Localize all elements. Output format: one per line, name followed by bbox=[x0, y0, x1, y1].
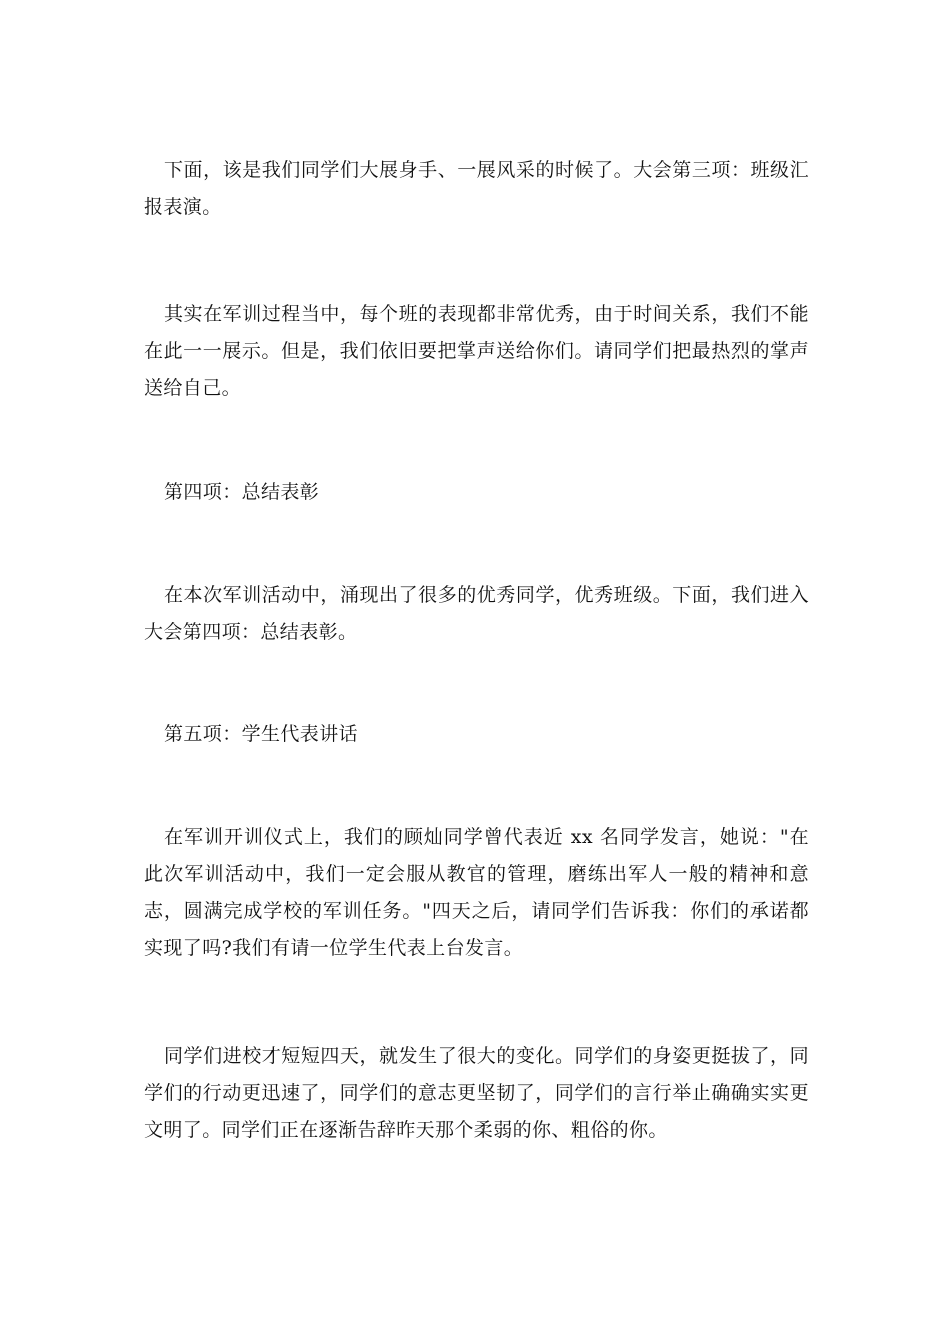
paragraph-student-representative: 在军训开训仪式上，我们的顾灿同学曾代表近 xx 名同学发言，她说："在此次军训活动中，我们一定会服从教官的管理，磨练出军人一般的精神和意志，圆满完成学校的军训任务。"四天之后，请同学们告诉我：你们的承诺都实现了吗?我们有请一位学生代表上台发言。 bbox=[144, 826, 809, 959]
heading-item-four: 第四项：总结表彰 bbox=[164, 481, 320, 503]
paragraph-commendation: 在本次军训活动中，涌现出了很多的优秀同学，优秀班级。下面，我们进入大会第四项：总结表彰。 bbox=[144, 584, 809, 643]
heading-item-five: 第五项：学生代表讲话 bbox=[164, 723, 359, 745]
paragraph-applause: 其实在军训过程当中，每个班的表现都非常优秀，由于时间关系，我们不能在此一一展示。但是，我们依旧要把掌声送给你们。请同学们把最热烈的掌声送给自己。 bbox=[144, 303, 809, 399]
paragraph-changes: 同学们进校才短短四天，就发生了很大的变化。同学们的身姿更挺拔了，同学们的行动更迅速了，同学们的意志更坚韧了，同学们的言行举止确确实实更文明了。同学们正在逐渐告辞昨天那个柔弱的你、粗俗的你。 bbox=[144, 1045, 809, 1141]
paragraph-class-performance: 下面，该是我们同学们大展身手、一展风采的时候了。大会第三项：班级汇报表演。 bbox=[144, 159, 809, 218]
